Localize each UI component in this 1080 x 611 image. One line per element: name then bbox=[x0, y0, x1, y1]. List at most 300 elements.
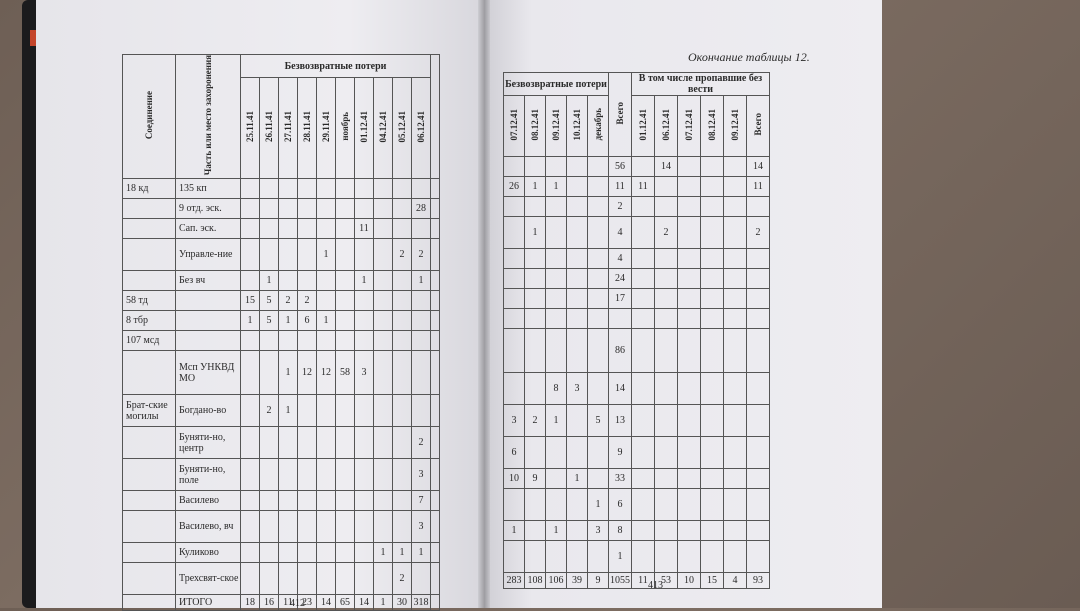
value-cell: 23 bbox=[298, 595, 317, 611]
unit-cell bbox=[123, 511, 176, 543]
spacer-cell bbox=[431, 459, 440, 491]
value-cell bbox=[504, 489, 525, 521]
value-cell: 11 bbox=[355, 219, 374, 239]
value-cell bbox=[504, 289, 525, 309]
missing-value-cell bbox=[632, 373, 655, 405]
value-cell bbox=[279, 511, 298, 543]
value-cell: 26 bbox=[504, 177, 525, 197]
missing-value-cell bbox=[724, 157, 747, 177]
value-cell bbox=[298, 239, 317, 271]
value-cell bbox=[393, 271, 412, 291]
missing-value-cell bbox=[655, 289, 678, 309]
value-cell bbox=[260, 511, 279, 543]
date-header: ноябрь bbox=[336, 78, 355, 179]
value-cell bbox=[241, 199, 260, 219]
missing-value-cell bbox=[724, 217, 747, 249]
value-cell bbox=[393, 351, 412, 395]
value-cell bbox=[241, 351, 260, 395]
value-cell: 3 bbox=[412, 459, 431, 491]
spacer-cell bbox=[431, 219, 440, 239]
missing-value-cell bbox=[701, 217, 724, 249]
value-cell bbox=[567, 249, 588, 269]
missing-value-cell bbox=[724, 329, 747, 373]
value-cell: 3 bbox=[504, 405, 525, 437]
value-cell: 3 bbox=[355, 351, 374, 395]
value-cell bbox=[525, 437, 546, 469]
value-cell bbox=[336, 543, 355, 563]
value-cell: 7 bbox=[412, 491, 431, 511]
value-cell: 1 bbox=[279, 395, 298, 427]
table-row bbox=[504, 405, 770, 437]
value-cell bbox=[504, 217, 525, 249]
missing-value-cell bbox=[747, 437, 770, 469]
missing-value-cell: 14 bbox=[655, 157, 678, 177]
value-cell bbox=[546, 249, 567, 269]
value-cell: 1 bbox=[412, 271, 431, 291]
date-header-missing: 07.12.41 bbox=[678, 96, 701, 157]
value-cell: 283 bbox=[504, 573, 525, 589]
value-cell bbox=[336, 427, 355, 459]
missing-value-cell bbox=[632, 289, 655, 309]
value-cell: 4 bbox=[609, 217, 632, 249]
place-cell: Василево bbox=[176, 491, 241, 511]
value-cell bbox=[412, 563, 431, 595]
value-cell: 9 bbox=[588, 573, 609, 589]
missing-value-cell bbox=[701, 437, 724, 469]
missing-value-cell bbox=[655, 373, 678, 405]
value-cell bbox=[393, 491, 412, 511]
value-cell: 1 bbox=[393, 543, 412, 563]
right-table bbox=[503, 72, 770, 589]
value-cell bbox=[374, 271, 393, 291]
table-row bbox=[123, 199, 440, 219]
place-cell: Буняти-но, поле bbox=[176, 459, 241, 491]
value-cell bbox=[298, 179, 317, 199]
missing-value-cell bbox=[724, 521, 747, 541]
value-cell bbox=[412, 179, 431, 199]
missing-value-cell bbox=[678, 405, 701, 437]
value-cell: 4 bbox=[609, 249, 632, 269]
value-cell bbox=[504, 269, 525, 289]
unit-cell: 107 мсд bbox=[123, 331, 176, 351]
place-cell: Богдано-во bbox=[176, 395, 241, 427]
value-cell bbox=[336, 563, 355, 595]
place-cell: Сап. эск. bbox=[176, 219, 241, 239]
unit-cell bbox=[123, 219, 176, 239]
value-cell bbox=[279, 271, 298, 291]
spacer-cell bbox=[431, 271, 440, 291]
missing-value-cell bbox=[747, 329, 770, 373]
date-header-missing: 06.12.41 bbox=[655, 96, 678, 157]
missing-value-cell bbox=[655, 329, 678, 373]
missing-value-cell bbox=[655, 269, 678, 289]
missing-value-cell bbox=[655, 177, 678, 197]
value-cell bbox=[355, 563, 374, 595]
missing-value-cell bbox=[678, 541, 701, 573]
value-cell: 11 bbox=[279, 595, 298, 611]
value-cell bbox=[374, 563, 393, 595]
value-cell bbox=[567, 157, 588, 177]
missing-value-cell bbox=[724, 269, 747, 289]
value-cell: 30 bbox=[393, 595, 412, 611]
value-cell bbox=[546, 269, 567, 289]
table-row bbox=[123, 595, 440, 611]
spacer-cell bbox=[431, 179, 440, 199]
missing-value-cell bbox=[655, 541, 678, 573]
missing-value-cell bbox=[747, 309, 770, 329]
value-cell bbox=[279, 427, 298, 459]
value-cell bbox=[336, 291, 355, 311]
value-cell: 1 bbox=[546, 177, 567, 197]
missing-value-cell bbox=[724, 177, 747, 197]
value-cell bbox=[241, 271, 260, 291]
value-cell bbox=[298, 543, 317, 563]
missing-value-cell bbox=[678, 489, 701, 521]
value-cell bbox=[260, 491, 279, 511]
spacer-cell bbox=[431, 291, 440, 311]
value-cell bbox=[374, 331, 393, 351]
value-cell bbox=[298, 219, 317, 239]
table-row bbox=[123, 543, 440, 563]
missing-value-cell bbox=[747, 521, 770, 541]
value-cell bbox=[525, 541, 546, 573]
missing-value-cell bbox=[678, 289, 701, 309]
date-header: 10.12.41 bbox=[567, 96, 588, 157]
value-cell: 28 bbox=[412, 199, 431, 219]
place-cell bbox=[176, 331, 241, 351]
place-cell: Без вч bbox=[176, 271, 241, 291]
value-cell bbox=[317, 331, 336, 351]
value-cell bbox=[609, 309, 632, 329]
missing-value-cell bbox=[747, 373, 770, 405]
value-cell bbox=[412, 331, 431, 351]
value-cell: 56 bbox=[609, 157, 632, 177]
book-spine bbox=[478, 0, 490, 608]
missing-value-cell: 11 bbox=[632, 573, 655, 589]
missing-value-cell bbox=[678, 521, 701, 541]
value-cell bbox=[525, 373, 546, 405]
value-cell bbox=[298, 199, 317, 219]
value-cell bbox=[355, 331, 374, 351]
missing-value-cell bbox=[678, 177, 701, 197]
value-cell bbox=[336, 311, 355, 331]
value-cell bbox=[567, 177, 588, 197]
value-cell: 16 bbox=[260, 595, 279, 611]
missing-value-cell bbox=[701, 373, 724, 405]
place-cell: 9 отд. эск. bbox=[176, 199, 241, 219]
value-cell bbox=[504, 541, 525, 573]
value-cell bbox=[546, 289, 567, 309]
value-cell bbox=[336, 271, 355, 291]
group-header-losses: Безвозвратные потери bbox=[241, 55, 431, 78]
value-cell bbox=[546, 157, 567, 177]
value-cell bbox=[298, 271, 317, 291]
value-cell bbox=[546, 309, 567, 329]
value-cell bbox=[298, 395, 317, 427]
missing-value-cell bbox=[724, 489, 747, 521]
table-row bbox=[504, 329, 770, 373]
missing-value-cell bbox=[701, 157, 724, 177]
value-cell: 18 bbox=[241, 595, 260, 611]
spacer-cell bbox=[431, 239, 440, 271]
table-caption: Окончание таблицы 12. bbox=[688, 50, 810, 64]
value-cell bbox=[393, 199, 412, 219]
spacer-cell bbox=[431, 563, 440, 595]
value-cell bbox=[336, 511, 355, 543]
missing-value-cell: 53 bbox=[655, 573, 678, 589]
value-cell bbox=[241, 179, 260, 199]
spacer-cell bbox=[431, 395, 440, 427]
spacer-cell bbox=[431, 331, 440, 351]
missing-value-cell bbox=[701, 521, 724, 541]
missing-value-cell bbox=[701, 541, 724, 573]
value-cell: 15 bbox=[241, 291, 260, 311]
value-cell bbox=[504, 309, 525, 329]
place-cell: Мсп УНКВД МО bbox=[176, 351, 241, 395]
value-cell bbox=[525, 329, 546, 373]
value-cell bbox=[317, 511, 336, 543]
table-row bbox=[123, 219, 440, 239]
value-cell: 1 bbox=[546, 405, 567, 437]
value-cell bbox=[298, 491, 317, 511]
value-cell bbox=[567, 269, 588, 289]
value-cell bbox=[546, 469, 567, 489]
value-cell: 1 bbox=[317, 239, 336, 271]
value-cell bbox=[374, 239, 393, 271]
value-cell bbox=[393, 331, 412, 351]
missing-value-cell bbox=[678, 197, 701, 217]
group-header-losses-right: Безвозвратные потери bbox=[504, 73, 609, 96]
missing-value-cell bbox=[632, 269, 655, 289]
missing-value-cell bbox=[701, 329, 724, 373]
missing-value-cell: 15 bbox=[701, 573, 724, 589]
value-cell bbox=[412, 291, 431, 311]
value-cell bbox=[355, 395, 374, 427]
value-cell bbox=[393, 311, 412, 331]
date-header: 08.12.41 bbox=[525, 96, 546, 157]
value-cell bbox=[355, 311, 374, 331]
date-header-missing: Всего bbox=[747, 96, 770, 157]
value-cell: 1 bbox=[525, 217, 546, 249]
value-cell bbox=[393, 291, 412, 311]
table-row bbox=[123, 179, 440, 199]
table-row bbox=[123, 271, 440, 291]
value-cell bbox=[374, 311, 393, 331]
missing-value-cell bbox=[632, 309, 655, 329]
value-cell bbox=[260, 543, 279, 563]
value-cell bbox=[588, 469, 609, 489]
value-cell bbox=[241, 491, 260, 511]
value-cell bbox=[241, 219, 260, 239]
missing-value-cell bbox=[701, 177, 724, 197]
value-cell bbox=[374, 199, 393, 219]
spacer-cell bbox=[431, 595, 440, 611]
value-cell bbox=[588, 289, 609, 309]
table-row bbox=[504, 289, 770, 309]
value-cell bbox=[412, 395, 431, 427]
missing-value-cell bbox=[678, 329, 701, 373]
date-header: 26.11.41 bbox=[260, 78, 279, 179]
group-header-missing: В том числе пропавшие без вести bbox=[632, 73, 770, 96]
value-cell: 2 bbox=[412, 427, 431, 459]
missing-value-cell bbox=[747, 249, 770, 269]
value-cell bbox=[412, 351, 431, 395]
unit-cell bbox=[123, 239, 176, 271]
place-cell bbox=[176, 291, 241, 311]
value-cell bbox=[525, 521, 546, 541]
missing-value-cell bbox=[632, 469, 655, 489]
table-row bbox=[123, 395, 440, 427]
value-cell: 24 bbox=[609, 269, 632, 289]
missing-value-cell bbox=[701, 289, 724, 309]
unit-cell bbox=[123, 595, 176, 611]
value-cell bbox=[279, 459, 298, 491]
unit-cell: 58 тд bbox=[123, 291, 176, 311]
table-row bbox=[504, 373, 770, 405]
missing-value-cell bbox=[724, 469, 747, 489]
col-header-total: Всего bbox=[609, 73, 632, 157]
spacer-cell bbox=[431, 55, 440, 179]
value-cell bbox=[317, 459, 336, 491]
value-cell bbox=[588, 157, 609, 177]
missing-value-cell bbox=[632, 489, 655, 521]
value-cell bbox=[279, 563, 298, 595]
value-cell bbox=[317, 199, 336, 219]
value-cell: 5 bbox=[260, 291, 279, 311]
value-cell bbox=[241, 563, 260, 595]
table-row bbox=[504, 177, 770, 197]
value-cell bbox=[567, 197, 588, 217]
value-cell bbox=[279, 491, 298, 511]
value-cell: 58 bbox=[336, 351, 355, 395]
table-row bbox=[123, 459, 440, 491]
table-row bbox=[504, 489, 770, 521]
missing-value-cell bbox=[747, 489, 770, 521]
missing-value-cell: 11 bbox=[747, 177, 770, 197]
value-cell: 1 bbox=[279, 311, 298, 331]
value-cell bbox=[374, 427, 393, 459]
table-row bbox=[504, 469, 770, 489]
value-cell: 8 bbox=[546, 373, 567, 405]
place-cell bbox=[176, 311, 241, 331]
value-cell bbox=[336, 491, 355, 511]
missing-value-cell bbox=[701, 249, 724, 269]
value-cell bbox=[317, 291, 336, 311]
value-cell bbox=[525, 489, 546, 521]
place-cell: ИТОГО bbox=[176, 595, 241, 611]
value-cell: 39 bbox=[567, 573, 588, 589]
value-cell bbox=[567, 405, 588, 437]
value-cell bbox=[504, 157, 525, 177]
value-cell bbox=[241, 395, 260, 427]
value-cell bbox=[260, 331, 279, 351]
value-cell bbox=[241, 331, 260, 351]
place-cell: Василево, вч bbox=[176, 511, 241, 543]
value-cell bbox=[355, 543, 374, 563]
value-cell bbox=[336, 179, 355, 199]
date-header-missing: 09.12.41 bbox=[724, 96, 747, 157]
value-cell: 86 bbox=[609, 329, 632, 373]
table-row bbox=[504, 573, 770, 589]
date-header: 01.12.41 bbox=[355, 78, 374, 179]
value-cell bbox=[336, 239, 355, 271]
missing-value-cell bbox=[701, 469, 724, 489]
date-header: 09.12.41 bbox=[546, 96, 567, 157]
value-cell: 2 bbox=[412, 239, 431, 271]
value-cell bbox=[546, 329, 567, 373]
value-cell: 1 bbox=[609, 541, 632, 573]
value-cell bbox=[355, 239, 374, 271]
table-row bbox=[123, 239, 440, 271]
spacer-cell bbox=[431, 543, 440, 563]
unit-cell bbox=[123, 199, 176, 219]
value-cell bbox=[260, 219, 279, 239]
missing-value-cell bbox=[655, 437, 678, 469]
value-cell bbox=[588, 309, 609, 329]
missing-value-cell bbox=[655, 197, 678, 217]
missing-value-cell: 2 bbox=[747, 217, 770, 249]
missing-value-cell bbox=[724, 289, 747, 309]
value-cell bbox=[393, 459, 412, 491]
value-cell bbox=[504, 197, 525, 217]
place-cell: Буняти-но, центр bbox=[176, 427, 241, 459]
value-cell bbox=[260, 179, 279, 199]
place-cell: 135 кп bbox=[176, 179, 241, 199]
value-cell bbox=[374, 219, 393, 239]
value-cell bbox=[504, 329, 525, 373]
value-cell: 2 bbox=[609, 197, 632, 217]
value-cell bbox=[546, 541, 567, 573]
value-cell bbox=[588, 249, 609, 269]
missing-value-cell bbox=[701, 309, 724, 329]
unit-cell bbox=[123, 563, 176, 595]
unit-cell bbox=[123, 427, 176, 459]
value-cell bbox=[588, 373, 609, 405]
unit-cell bbox=[123, 543, 176, 563]
value-cell bbox=[279, 199, 298, 219]
missing-value-cell bbox=[724, 309, 747, 329]
missing-value-cell bbox=[701, 489, 724, 521]
unit-cell bbox=[123, 459, 176, 491]
page-number-left: 412 bbox=[290, 598, 305, 609]
missing-value-cell bbox=[724, 541, 747, 573]
value-cell: 1 bbox=[241, 311, 260, 331]
missing-value-cell: 93 bbox=[747, 573, 770, 589]
value-cell bbox=[567, 521, 588, 541]
table-row bbox=[504, 157, 770, 177]
table-row bbox=[123, 491, 440, 511]
unit-cell bbox=[123, 351, 176, 395]
table-row bbox=[504, 309, 770, 329]
col-header-place: Часть или место захоронения bbox=[176, 55, 241, 179]
table-row bbox=[123, 331, 440, 351]
value-cell bbox=[355, 427, 374, 459]
spacer-cell bbox=[431, 351, 440, 395]
value-cell bbox=[317, 271, 336, 291]
value-cell: 12 bbox=[317, 351, 336, 395]
value-cell bbox=[317, 543, 336, 563]
missing-value-cell: 4 bbox=[724, 573, 747, 589]
value-cell bbox=[525, 197, 546, 217]
missing-value-cell bbox=[632, 329, 655, 373]
value-cell bbox=[525, 289, 546, 309]
value-cell: 1 bbox=[504, 521, 525, 541]
value-cell bbox=[241, 543, 260, 563]
value-cell: 6 bbox=[504, 437, 525, 469]
missing-value-cell bbox=[747, 269, 770, 289]
table-row bbox=[123, 351, 440, 395]
value-cell: 1 bbox=[588, 489, 609, 521]
